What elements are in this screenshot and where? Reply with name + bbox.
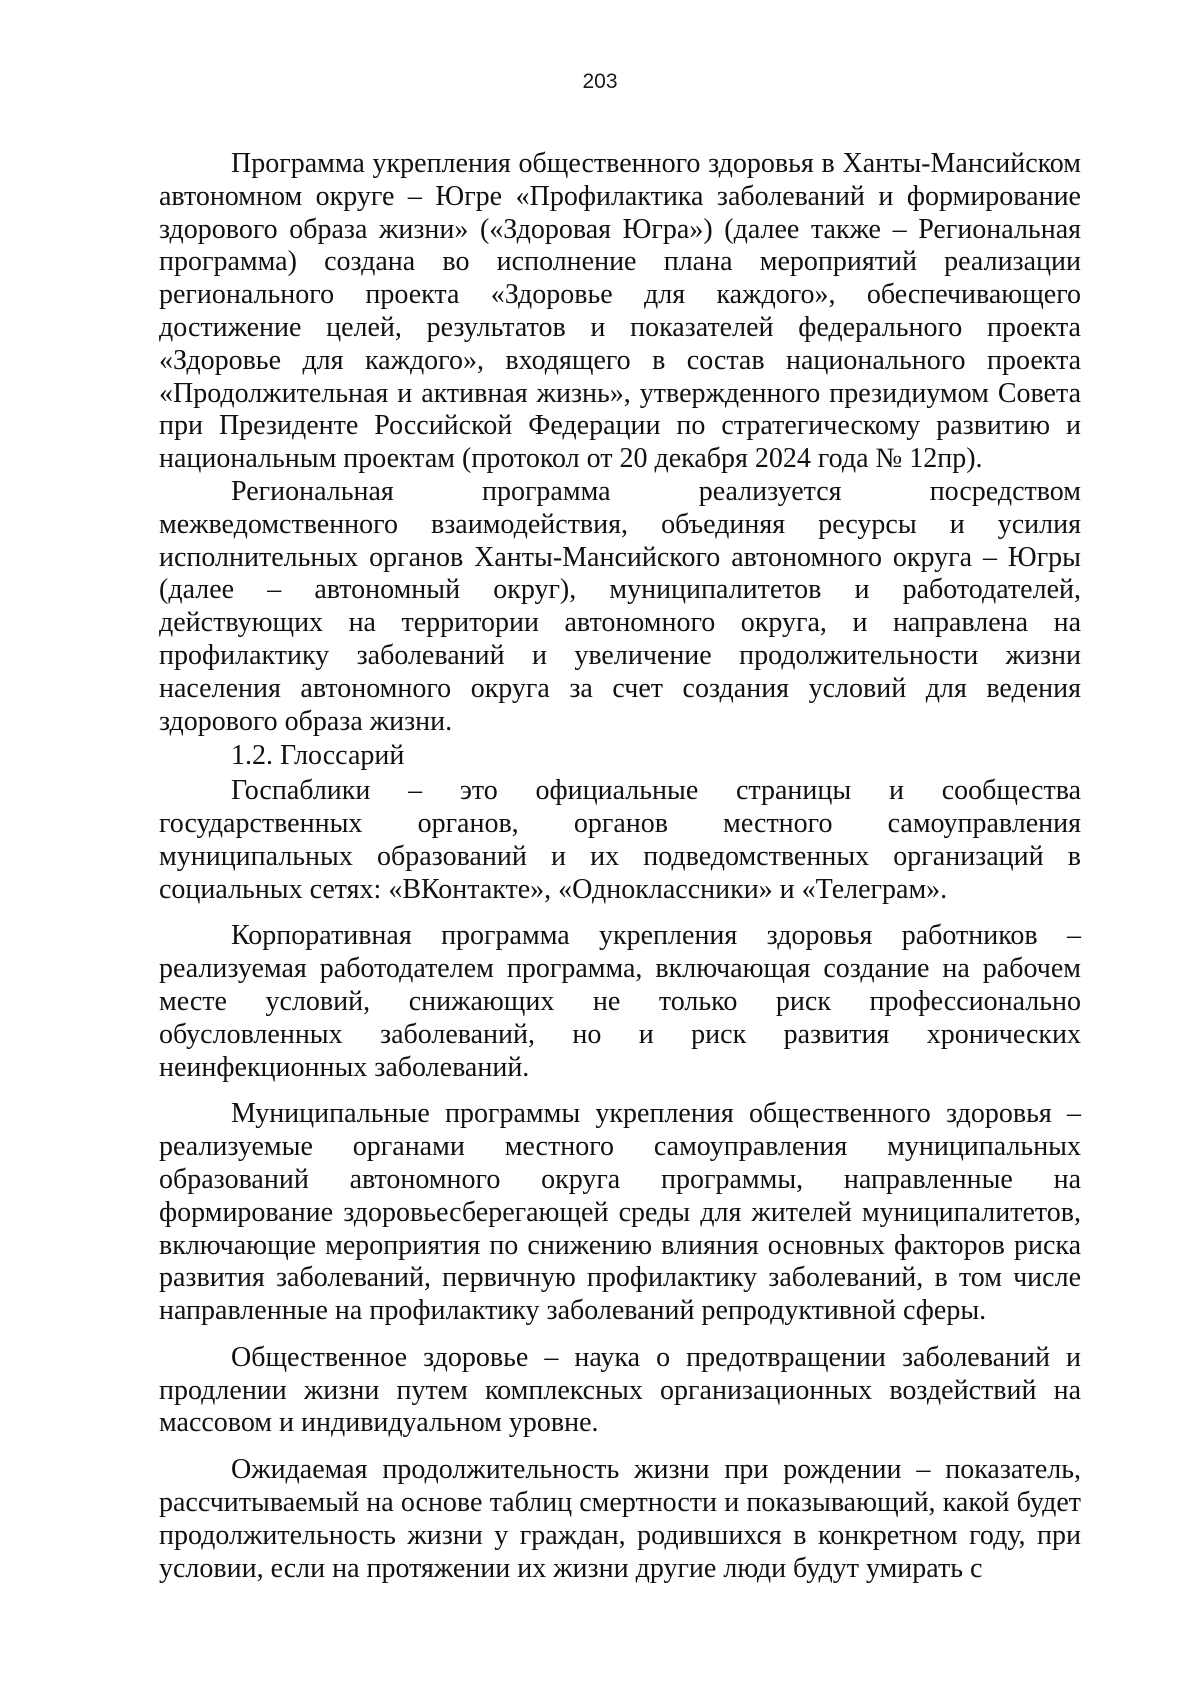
glossary-entry-gospubliki: Госпаблики – это официальные страницы и сообщества государственных органов, органов местного самоуправления муниципальных образований и их подведомственных организаций в социальных сетях: «ВКонтакте», «Одноклассники» и «Телеграм». (159, 775, 1081, 905)
document-body (159, 148, 1081, 1585)
paragraph-regional-program-intro: Программа укрепления общественного здоровья в Ханты-Мансийском автономном округе – Югре «Профилактика заболеваний и формирование здорового образа жизни» («Здоровая Югра») (далее также – Региональная программа) создана во исполнение плана мероприятий реализации регионального проекта «Здоровье для каждого», обеспечивающего достижение целей, результатов и показателей федерального проекта «Здоровье для каждого», входящего в состав национального проекта «Продолжительная и активная жизнь», утвержденного президиумом Совета при Президенте Российской Федерации по стратегическому развитию и национальным проектам (протокол от 20 декабря 2024 года № 12пр). (159, 148, 1081, 475)
page-number: 203 (582, 70, 618, 93)
glossary-entry-life-expectancy: Ожидаемая продолжительность жизни при рождении – показатель, рассчитываемый на основе таблиц смертности и показывающий, какой будет продолжительность жизни у граждан, родившихся в конкретном году, при условии, если на протяжении их жизни другие люди будут умирать с (159, 1454, 1081, 1584)
glossary-entry-municipal-programs: Муниципальные программы укрепления общественного здоровья – реализуемые органами местного самоуправления муниципальных образований автономного округа программы, направленные на формирование здоровьесберегающей среды для жителей муниципалитетов, включающие мероприятия по снижению влияния основных факторов риска развития заболеваний, первичную профилактику заболеваний, в том числе направленные на профилактику заболеваний репродуктивной сферы. (159, 1098, 1081, 1327)
paragraph-regional-program-implementation: Региональная программа реализуется посредством межведомственного взаимодействия, объединяя ресурсы и усилия исполнительных органов Ханты-Мансийского автономного округа – Югры (далее – автономный округ), муниципалитетов и работодателей, действующих на территории автономного округа, и направлена на профилактику заболеваний и увеличение продолжительности жизни населения автономного округа за счет создания условий для ведения здорового образа жизни. (159, 475, 1081, 737)
glossary-entry-corporate-program: Корпоративная программа укрепления здоровья работников – реализуемая работодателем программа, включающая создание на рабочем месте условий, снижающих не только риск профессионально обусловленных заболеваний, но и риск развития хронических неинфекционных заболеваний. (159, 920, 1081, 1083)
glossary-entry-public-health: Общественное здоровье – наука о предотвращении заболеваний и продлении жизни путем комплексных организационных воздействий на массовом и индивидуальном уровне. (159, 1341, 1081, 1439)
section-heading-glossary: 1.2. Глоссарий (231, 740, 405, 772)
